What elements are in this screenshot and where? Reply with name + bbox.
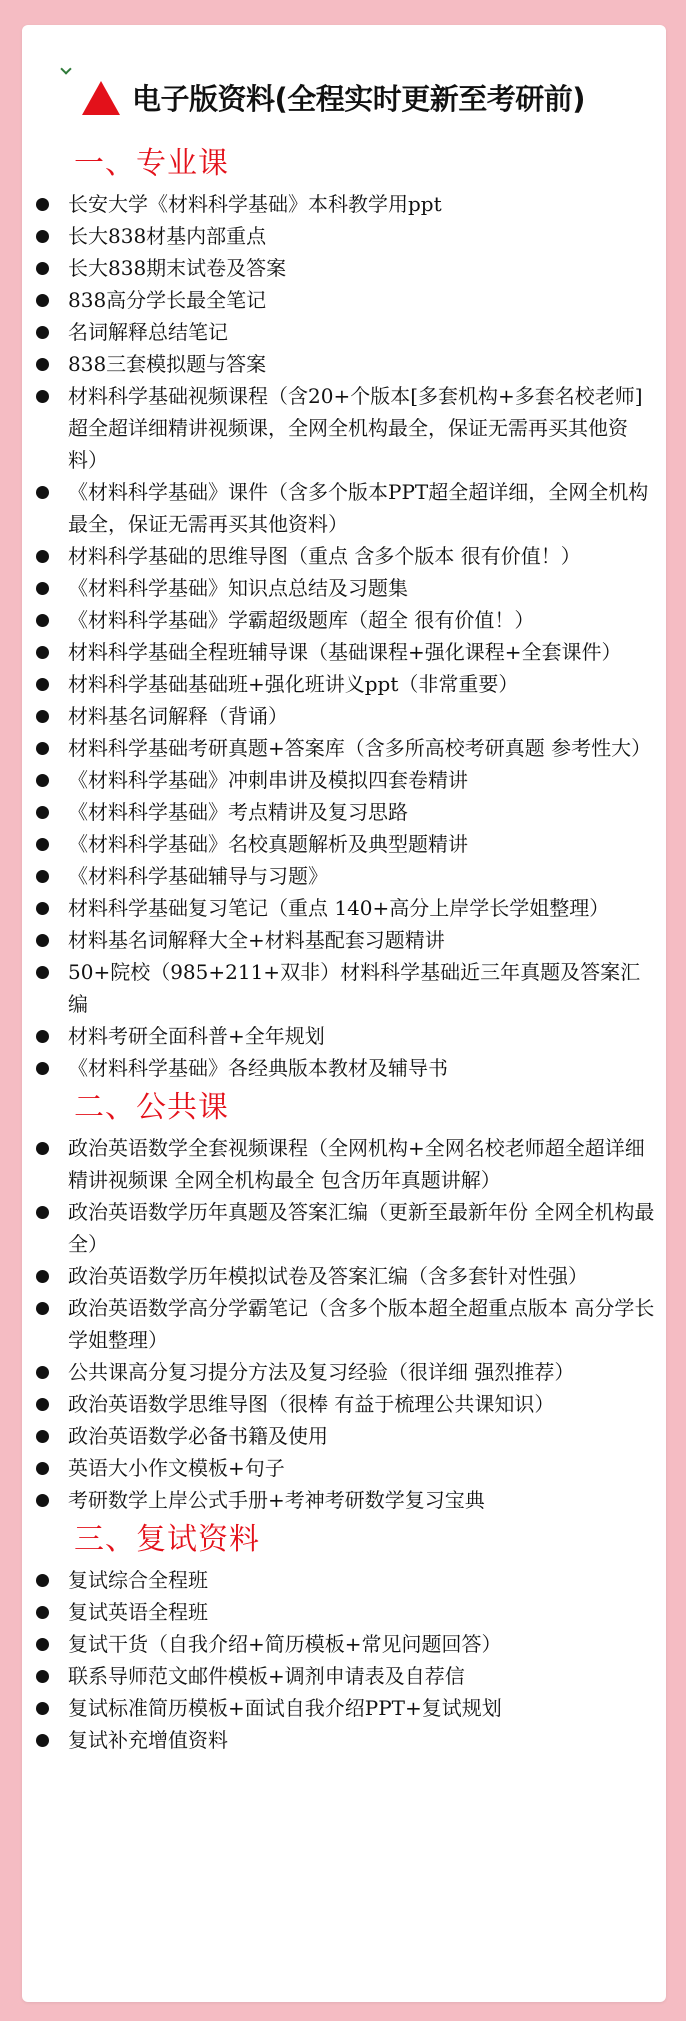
- list-item: [36, 924, 656, 956]
- page-title: 电子版资料(全程实时更新至考研前): [132, 82, 586, 116]
- bullet-icon: [36, 1062, 49, 1075]
- list-item-text: 材料基名词解释大全+材料基配套习题精讲: [68, 928, 445, 952]
- bullet-icon: [36, 358, 49, 371]
- list-item-text: 长大838期末试卷及答案: [68, 256, 287, 280]
- section-list: [36, 1132, 656, 1516]
- list-item: [36, 220, 656, 252]
- list-item-text: 复试英语全程班: [68, 1600, 208, 1624]
- list-item-text: 材料基名词解释（背诵）: [68, 704, 288, 728]
- list-item-text: 《材料科学基础》各经典版本教材及辅导书: [68, 1056, 448, 1080]
- bullet-icon: [36, 230, 49, 243]
- list-item-text: 《材料科学基础》学霸超级题库（超全 很有价值！）: [68, 608, 535, 632]
- section-title: 一、专业课: [74, 146, 229, 181]
- bullet-icon: [36, 710, 49, 723]
- list-item-text: 长安大学《材料科学基础》本科教学用ppt: [68, 192, 442, 216]
- list-item: [36, 732, 656, 764]
- list-item-text: 材料科学基础的思维导图（重点 含多个版本 很有价值！）: [68, 544, 581, 568]
- bullet-icon: [36, 390, 49, 403]
- list-item-text: 政治英语数学全套视频课程（全网机构+全网名校老师超全超详细精讲视频课 全网全机构最全 包含历年真题讲解）: [68, 1136, 645, 1192]
- bullet-icon: [36, 294, 49, 307]
- list-item-text: 《材料科学基础》名校真题解析及典型题精讲: [68, 832, 468, 856]
- bullet-icon: [36, 198, 49, 211]
- bullet-icon: [36, 1702, 49, 1715]
- list-item: [36, 1564, 656, 1596]
- list-item-text: 政治英语数学历年模拟试卷及答案汇编（含多套针对性强）: [68, 1264, 588, 1288]
- list-item: [36, 188, 656, 220]
- list-item-text: 材料科学基础基础班+强化班讲义ppt（非常重要）: [68, 672, 519, 696]
- bullet-icon: [36, 1574, 49, 1587]
- list-item: [36, 1020, 656, 1052]
- list-item: [36, 956, 656, 1020]
- bullet-icon: [36, 1670, 49, 1683]
- list-item-text: 政治英语数学必备书籍及使用: [68, 1424, 328, 1448]
- bullet-icon: [36, 646, 49, 659]
- list-item-text: 名词解释总结笔记: [68, 320, 228, 344]
- list-item: [36, 1596, 656, 1628]
- list-item: [36, 668, 656, 700]
- bullet-icon: [36, 486, 49, 499]
- list-item: [36, 348, 656, 380]
- bullet-icon: [36, 1462, 49, 1475]
- list-item-text: 材料科学基础全程班辅导课（基础课程+强化课程+全套课件）: [68, 640, 622, 664]
- list-item-text: 政治英语数学思维导图（很棒 有益于梳理公共课知识）: [68, 1392, 555, 1416]
- list-item: [36, 764, 656, 796]
- list-item: [36, 1692, 656, 1724]
- bullet-icon: [36, 1606, 49, 1619]
- list-item-text: 《材料科学基础辅导与习题》: [68, 864, 328, 888]
- list-item: [36, 860, 656, 892]
- list-item-text: 50+院校（985+211+双非）材料科学基础近三年真题及答案汇编: [68, 960, 641, 1016]
- list-item: [36, 1484, 656, 1516]
- warning-triangle-icon: [82, 81, 120, 115]
- section-title: 二、公共课: [74, 1090, 229, 1125]
- list-item-text: 复试综合全程班: [68, 1568, 208, 1592]
- list-item-text: 政治英语数学高分学霸笔记（含多个版本超全超重点版本 高分学长学姐整理）: [68, 1296, 655, 1352]
- list-item: [36, 252, 656, 284]
- list-item-text: 联系导师范文邮件模板+调剂申请表及自荐信: [68, 1664, 465, 1688]
- list-item-text: 材料考研全面科普+全年规划: [68, 1024, 325, 1048]
- list-item-text: 材料科学基础复习笔记（重点 140+高分上岸学长学姐整理）: [68, 896, 610, 920]
- list-item: [36, 604, 656, 636]
- bullet-icon: [36, 838, 49, 851]
- bullet-icon: [36, 582, 49, 595]
- list-item: [36, 1260, 656, 1292]
- list-item-text: 材料科学基础视频课程（含20+个版本[多套机构+多套名校老师]超全超详细精讲视频课，全网全机构最全，保证无需再买其他资料）: [68, 384, 643, 472]
- list-item: [36, 892, 656, 924]
- list-item: [36, 796, 656, 828]
- bullet-icon: [36, 1494, 49, 1507]
- check-mark-icon: [60, 63, 71, 74]
- list-item: [36, 1660, 656, 1692]
- list-item-text: 英语大小作文模板+句子: [68, 1456, 285, 1480]
- list-item-text: 838高分学长最全笔记: [68, 288, 267, 312]
- list-item: [36, 380, 656, 476]
- list-item: [36, 316, 656, 348]
- list-item-text: 考研数学上岸公式手册+考神考研数学复习宝典: [68, 1488, 485, 1512]
- bullet-icon: [36, 1302, 49, 1315]
- list-item: [36, 1356, 656, 1388]
- bullet-icon: [36, 806, 49, 819]
- bullet-icon: [36, 1734, 49, 1747]
- list-item-text: 材料科学基础考研真题+答案库（含多所高校考研真题 参考性大）: [68, 736, 652, 760]
- list-item-text: 《材料科学基础》课件（含多个版本PPT超全超详细，全网全机构最全，保证无需再买其他资料）: [68, 480, 649, 536]
- list-item: [36, 1052, 656, 1084]
- list-item-text: 复试干货（自我介绍+简历模板+常见问题回答）: [68, 1632, 502, 1656]
- list-item: [36, 572, 656, 604]
- bullet-icon: [36, 262, 49, 275]
- bullet-icon: [36, 1398, 49, 1411]
- bullet-icon: [36, 614, 49, 627]
- bullet-icon: [36, 678, 49, 691]
- list-item-text: 《材料科学基础》知识点总结及习题集: [68, 576, 408, 600]
- list-item: [36, 700, 656, 732]
- list-item: [36, 476, 656, 540]
- bullet-icon: [36, 742, 49, 755]
- resource-list: [36, 140, 656, 1756]
- bullet-icon: [36, 934, 49, 947]
- list-item: [36, 1420, 656, 1452]
- page-header: [82, 77, 585, 118]
- section-list: [36, 1564, 656, 1756]
- bullet-icon: [36, 902, 49, 915]
- list-item: [36, 1196, 656, 1260]
- list-item: [36, 540, 656, 572]
- bullet-icon: [36, 870, 49, 883]
- list-item-text: 公共课高分复习提分方法及复习经验（很详细 强烈推荐）: [68, 1360, 575, 1384]
- bullet-icon: [36, 1430, 49, 1443]
- bullet-icon: [36, 1638, 49, 1651]
- list-item-text: 长大838材基内部重点: [68, 224, 267, 248]
- list-item-text: 复试补充增值资料: [68, 1728, 228, 1752]
- bullet-icon: [36, 774, 49, 787]
- list-item: [36, 1452, 656, 1484]
- list-item: [36, 1132, 656, 1196]
- bullet-icon: [36, 1206, 49, 1219]
- list-item: [36, 1628, 656, 1660]
- list-item-text: 《材料科学基础》冲刺串讲及模拟四套卷精讲: [68, 768, 468, 792]
- list-item: [36, 828, 656, 860]
- list-item: [36, 636, 656, 668]
- bullet-icon: [36, 1142, 49, 1155]
- section-list: [36, 188, 656, 1084]
- list-item-text: 复试标准简历模板+面试自我介绍PPT+复试规划: [68, 1696, 502, 1720]
- list-item: [36, 1388, 656, 1420]
- bullet-icon: [36, 966, 49, 979]
- list-item: [36, 284, 656, 316]
- bullet-icon: [36, 1366, 49, 1379]
- list-item-text: 政治英语数学历年真题及答案汇编（更新至最新年份 全网全机构最全）: [68, 1200, 655, 1256]
- section-title: 三、复试资料: [74, 1522, 260, 1557]
- bullet-icon: [36, 550, 49, 563]
- list-item: [36, 1724, 656, 1756]
- bullet-icon: [36, 1030, 49, 1043]
- bullet-icon: [36, 1270, 49, 1283]
- bullet-icon: [36, 326, 49, 339]
- list-item-text: 《材料科学基础》考点精讲及复习思路: [68, 800, 408, 824]
- list-item-text: 838三套模拟题与答案: [68, 352, 267, 376]
- list-item: [36, 1292, 656, 1356]
